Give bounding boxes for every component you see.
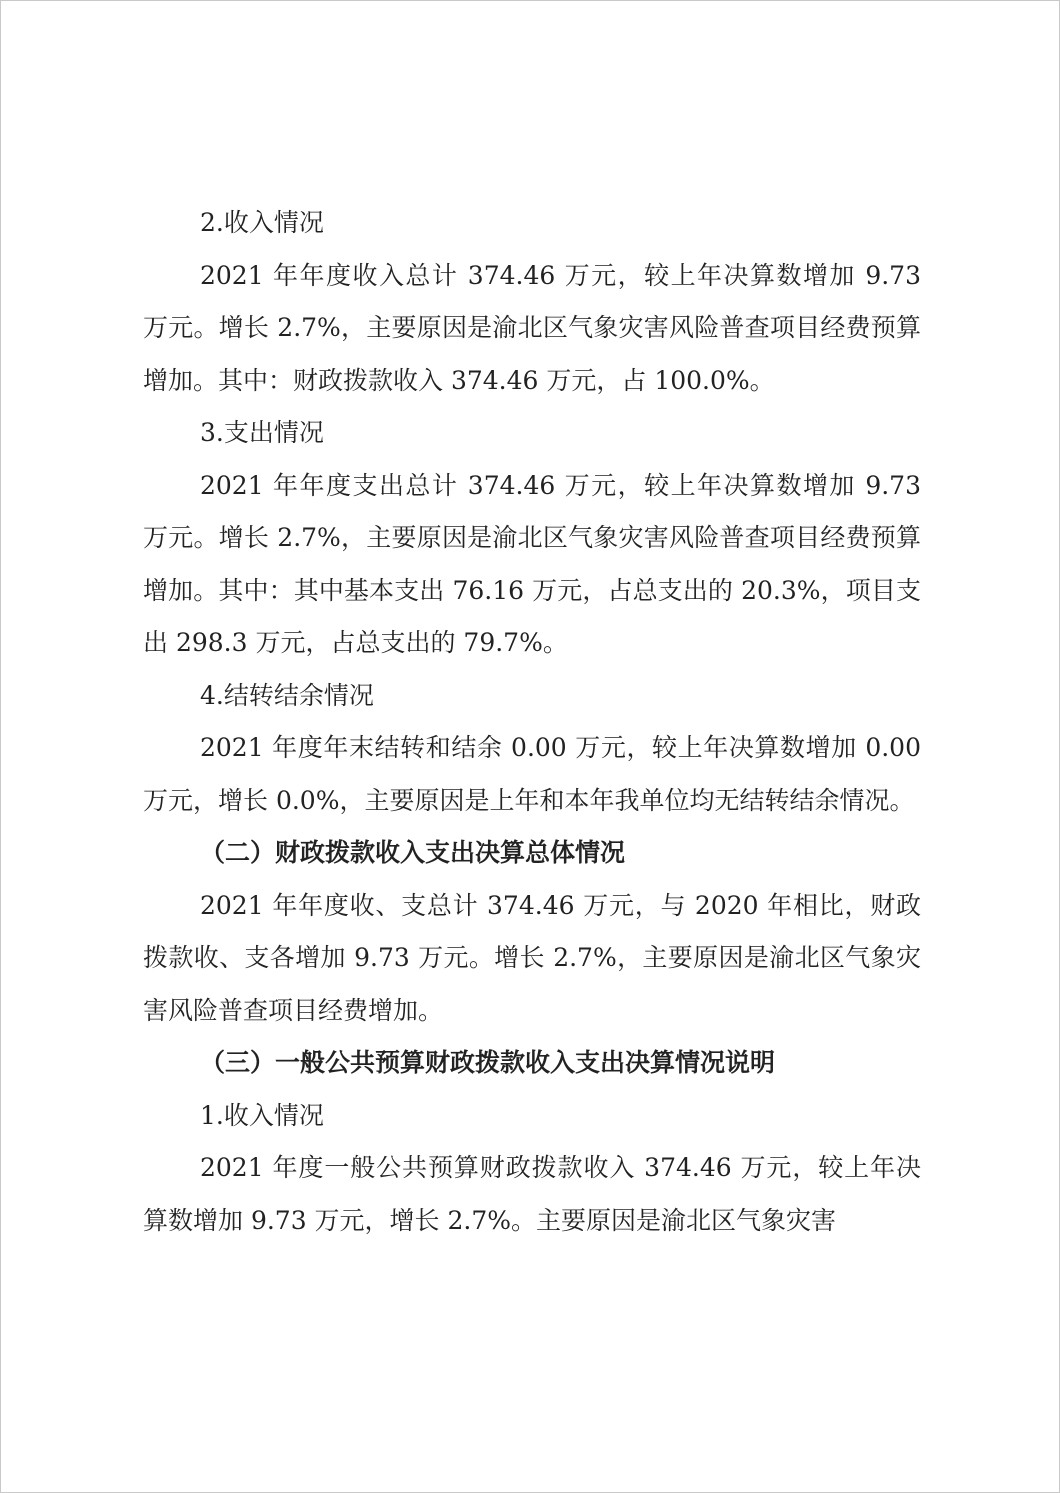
subheading-carryover: 4.结转结余情况 — [200, 680, 374, 710]
paragraph-general-income: 2021 年度一般公共预算财政拨款收入 374.46 万元，较上年决算数增加 9.73 万元，增长 2.7%。主要原因是渝北区气象灾害 — [143, 1153, 921, 1235]
subheading-income: 2.收入情况 — [200, 208, 324, 237]
paragraph-income: 2021 年年度收入总计 374.46 万元，较上年决算数增加 9.73 万元。增长 2.7%，主要原因是渝北区气象灾害风险普查项目经费预算增加。其中：财政拨款收入 374.46 万元，占 100.0%。 — [143, 260, 921, 395]
paragraph-expenditure: 2021 年年度支出总计 374.46 万元，较上年决算数增加 9.73 万元。增长 2.7%，主要原因是渝北区气象灾害风险普查项目经费预算增加。其中：其中基本支出 76.16 万元，占总支出的 20.3%，项目支出 298.3 万元，占总支出的 79.7%。 — [143, 470, 921, 657]
subheading-general-income: 1.收入情况 — [200, 1100, 324, 1130]
section-heading-general-budget: （三）一般公共预算财政拨款收入支出决算情况说明 — [200, 1048, 776, 1077]
section-heading-fiscal-overall: （二）财政拨款收入支出决算总体情况 — [200, 838, 626, 867]
paragraph-fiscal-overall: 2021 年年度收、支总计 374.46 万元，与 2020 年相比，财政拨款收、支各增加 9.73 万元。增长 2.7%，主要原因是渝北区气象灾害风险普查项目经费增加。 — [143, 890, 921, 1025]
document-body — [143, 197, 921, 1247]
paragraph-carryover: 2021 年度年末结转和结余 0.00 万元，较上年决算数增加 0.00 万元，增长 0.0%，主要原因是上年和本年我单位均无结转结余情况。 — [143, 733, 921, 815]
subheading-expenditure: 3.支出情况 — [200, 418, 324, 447]
